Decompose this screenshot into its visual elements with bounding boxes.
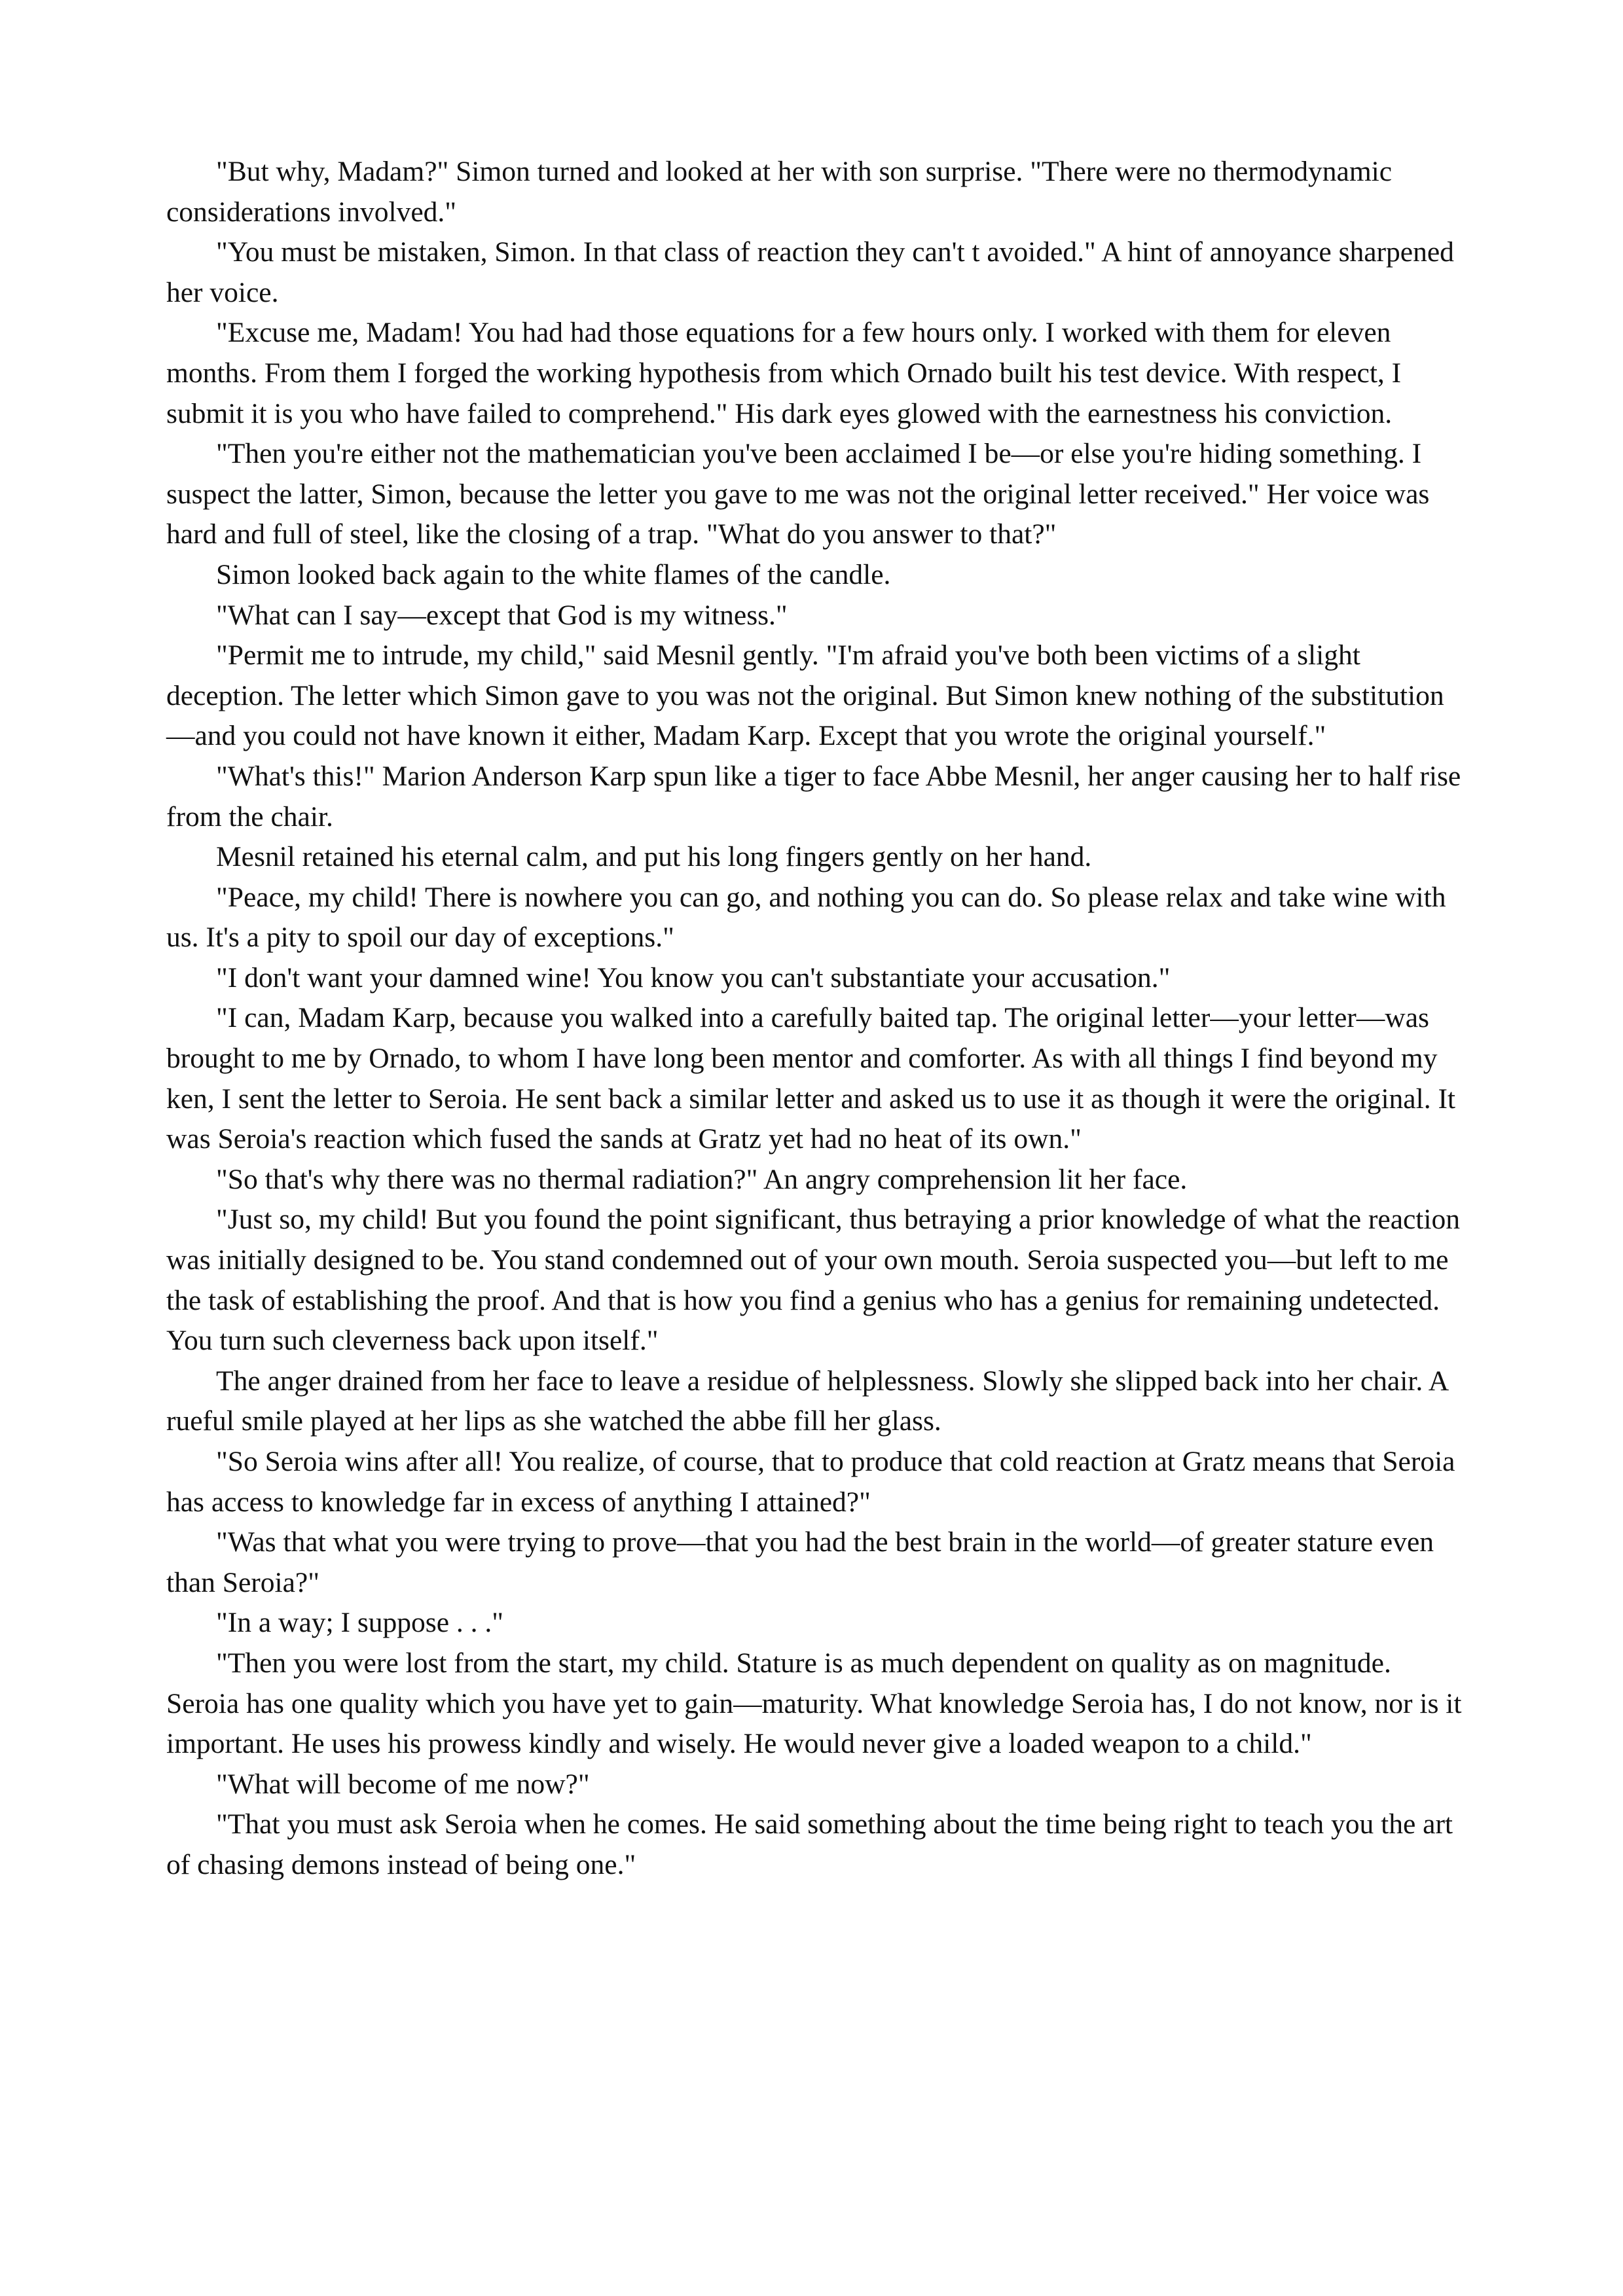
paragraph: "You must be mistaken, Simon. In that class of reaction they can't t avoided." A hint of annoyance sharpened her voice.: [166, 236, 1454, 308]
paragraph: "What can I say—except that God is my witness.": [216, 599, 788, 631]
paragraph: "Excuse me, Madam! You had had those equations for a few hours only. I worked with them for eleven months. From them I forged the working hypothesis from which Ornado built his test device. With respect, I submit it is you who have failed to comprehend." His dark eyes glowed with the earnestness his conviction.: [166, 317, 1402, 429]
paragraph: "Peace, my child! There is nowhere you can go, and nothing you can do. So please relax and take wine with us. It's a pity to spoil our day of exceptions.": [166, 881, 1446, 954]
paragraph: "I don't want your damned wine! You know you can't substantiate your accusation.": [216, 961, 1171, 994]
paragraph: "So that's why there was no thermal radiation?" An angry comprehension lit her face.: [216, 1163, 1188, 1195]
document-page: [166, 152, 1468, 1886]
paragraph: "What's this!" Marion Anderson Karp spun like a tiger to face Abbe Mesnil, her anger causing her to half rise from the chair.: [166, 760, 1461, 833]
paragraph: "Just so, my child! But you found the point significant, thus betraying a prior knowledge of what the reaction was initially designed to be. You stand condemned out of your own mouth. Seroia suspected you—but left to me the task of establishing the proof. And that is how you find a genius who has a genius for remaining undetected. You turn such cleverness back upon itself.": [166, 1204, 1460, 1357]
paragraph: The anger drained from her face to leave a residue of helplessness. Slowly she slipped back into her chair. A rueful smile played at her lips as she watched the abbe fill her glass.: [166, 1365, 1448, 1437]
paragraph: "So Seroia wins after all! You realize, of course, that to produce that cold reaction at Gratz means that Seroia has access to knowledge far in excess of anything I attained?": [166, 1446, 1455, 1518]
paragraph: "Then you were lost from the start, my child. Stature is as much dependent on quality as on magnitude. Seroia has one quality which you have yet to gain—maturity. What knowledge Seroia has, I do not know, nor is it important. He uses his prowess kindly and wisely. He would never give a loaded weapon to a child.": [166, 1647, 1462, 1760]
paragraph: Mesnil retained his eternal calm, and put his long fingers gently on her hand.: [216, 841, 1092, 873]
paragraph: "What will become of me now?": [216, 1768, 590, 1800]
paragraph: "Permit me to intrude, my child," said Mesnil gently. "I'm afraid you've both been victims of a slight deception. The letter which Simon gave to you was not the original. But Simon knew nothing of the substitution—and you could not have known it either, Madam Karp. Except that you wrote the original yourself.": [166, 639, 1444, 752]
paragraph: "Then you're either not the mathematician you've been acclaimed I be—or else you're hiding something. I suspect the latter, Simon, because the letter you gave to me was not the original letter received." Her voice was hard and full of steel, like the closing of a trap. "What do you answer to that?": [166, 438, 1430, 550]
paragraph: "But why, Madam?" Simon turned and looked at her with son surprise. "There were no thermodynamic considerations involved.": [166, 156, 1393, 228]
paragraph: "Was that what you were trying to prove—that you had the best brain in the world—of greater stature even than Seroia?": [166, 1526, 1434, 1598]
paragraph: "That you must ask Seroia when he comes. He said something about the time being right to teach you the art of chasing demons instead of being one.": [166, 1808, 1453, 1880]
paragraph: Simon looked back again to the white flames of the candle.: [216, 558, 891, 590]
paragraph: "In a way; I suppose . . .": [216, 1607, 504, 1639]
paragraph: "I can, Madam Karp, because you walked into a carefully baited tap. The original letter—your letter—was brought to me by Ornado, to whom I have long been mentor and comforter. As with all things I find beyond my ken, I sent the letter to Seroia. He sent back a similar letter and asked us to use it as though it were the original. It was Seroia's reaction which fused the sands at Gratz yet had no heat of its own.": [166, 1002, 1456, 1155]
